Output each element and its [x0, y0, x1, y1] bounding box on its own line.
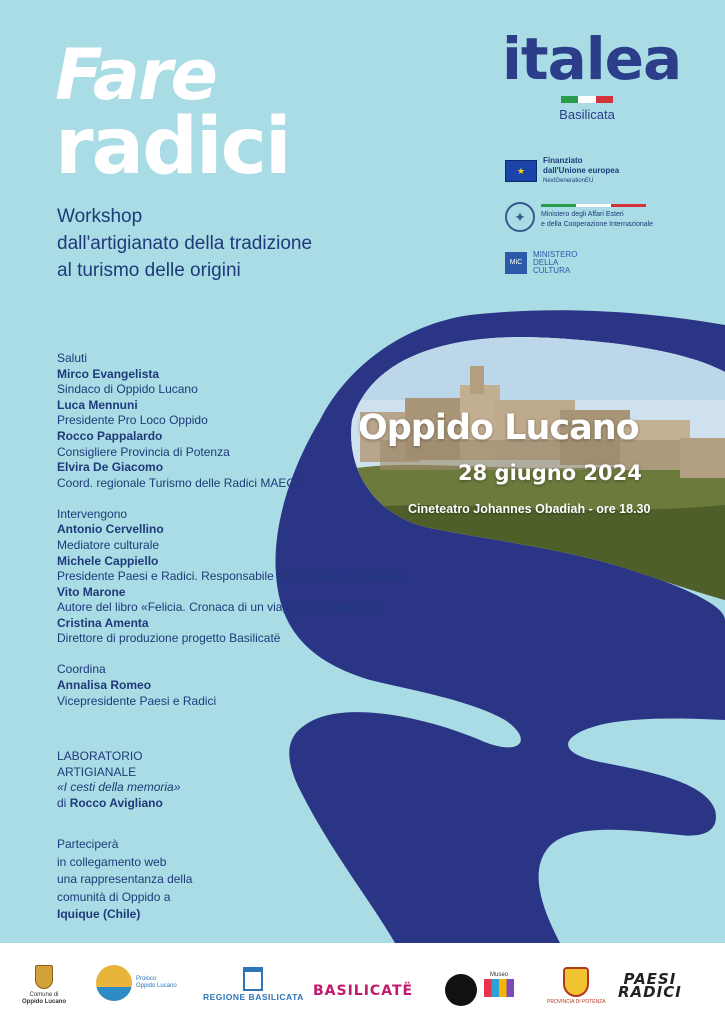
speaker-name: Antonio Cervellino	[57, 522, 164, 537]
subtitle-line: Workshop	[57, 206, 143, 227]
speaker-role: Coord. regionale Turismo delle Radici MAECI	[57, 475, 299, 490]
event-date: 28 giugno 2024	[458, 461, 642, 485]
speaker-role: Vicepresidente Paesi e Radici	[57, 693, 217, 708]
maeci-line2: e della Cooperazione Internazionale	[541, 221, 654, 228]
regione-text: REGIONE BASILICATA	[203, 992, 304, 1002]
lab-title: «I cesti della memoria»	[57, 780, 181, 795]
provincia-text: PROVINCIA DI POTENZA	[547, 999, 606, 1005]
mic-logo-icon: MiC	[505, 252, 527, 274]
maeci-line1: Ministero degli Affari Esteri	[541, 211, 624, 218]
radici-text: RADICI	[618, 983, 682, 1001]
event-venue: Cineteatro Johannes Obadiah - ore 18.30	[408, 502, 651, 516]
intervengono-label: Intervengono	[57, 506, 128, 521]
speaker-role: Presidente Pro Loco Oppido	[57, 413, 208, 428]
theatre-logo	[445, 974, 477, 1006]
lab-line1: LABORATORIO	[57, 749, 143, 763]
footer-logos	[0, 943, 725, 1024]
paesi-text: PAESI	[623, 970, 677, 988]
laboratorio	[57, 749, 180, 811]
speaker-name: Michele Cappiello	[57, 553, 159, 568]
proloco-logo	[96, 965, 177, 1001]
coordina-group	[57, 662, 417, 709]
speaker-name: Rocco Pappalardo	[57, 428, 163, 443]
saluti-group	[57, 351, 417, 491]
speaker-role: Sindaco di Oppido Lucano	[57, 382, 198, 397]
eu-line1: Finanziato	[543, 156, 583, 165]
comune-l2: Oppido Lucano	[22, 999, 66, 1005]
regione-mark-icon	[243, 967, 263, 991]
event-city: Oppido Lucano	[358, 408, 639, 448]
saluti-label: Saluti	[57, 351, 88, 365]
comune-crest-icon	[35, 965, 53, 989]
lab-by-prefix: di	[57, 795, 67, 810]
speaker-name: Elvira De Giacomo	[57, 460, 164, 475]
program	[57, 351, 417, 725]
speaker-role: Autore del libro «Felicia. Cronaca di un viaggio straordinario»	[57, 600, 382, 615]
eu-flag-icon: ★	[505, 160, 537, 182]
italian-flag-line	[541, 204, 646, 207]
coordina-label: Coordina	[57, 662, 106, 677]
comune-l1: Comune di	[29, 992, 59, 998]
paesi-radici-logo	[618, 970, 682, 1001]
eu-line3: NextGenerationEU	[543, 178, 594, 184]
maeci-logo	[505, 202, 653, 232]
museo-logo	[484, 972, 514, 997]
brand-region: Basilicata	[559, 107, 615, 122]
cultura-line3: CULTURA	[533, 266, 571, 275]
speaker-name: Cristina Amenta	[57, 615, 149, 630]
subtitle	[57, 203, 312, 284]
lab-line2: ARTIGIANALE	[57, 764, 137, 779]
title-line2: radici	[55, 102, 290, 192]
proloco-l2: Oppido Lucano	[136, 983, 177, 989]
proloco-wolf-icon	[96, 965, 132, 1001]
speaker-role: Consigliere Provincia di Potenza	[57, 444, 230, 459]
basilicate-logo	[313, 983, 414, 999]
title-line1: Fare	[55, 34, 217, 116]
speaker-name: Annalisa Romeo	[57, 678, 152, 693]
partecip-line: comunità di Oppido a	[57, 889, 171, 904]
speaker-role: Direttore di produzione progetto Basilicatë	[57, 631, 281, 646]
partecipera	[57, 836, 192, 924]
italea-logo: italea	[502, 25, 682, 93]
speaker-name: Mirco Evangelista	[57, 366, 160, 381]
eu-line2: dall'Unione europea	[543, 166, 620, 175]
subtitle-line: dall'artigianato della tradizione	[57, 233, 313, 254]
cultura-line1: MINISTERO	[533, 250, 578, 259]
theatre-circle-icon	[445, 974, 477, 1006]
speaker-name: Vito Marone	[57, 584, 126, 599]
regione-logo	[203, 967, 304, 1001]
intervengono-group	[57, 507, 417, 647]
museo-mark-icon	[484, 979, 514, 997]
speaker-name: Luca Mennuni	[57, 397, 138, 412]
proloco-l1: Proloco	[136, 976, 157, 982]
partecip-line: Parteciperà	[57, 837, 119, 851]
eu-funding-logo	[505, 156, 619, 186]
basilicate-text: BASILICATË	[313, 983, 414, 999]
cultura-line2: DELLA	[533, 258, 559, 267]
italea-brand	[502, 25, 682, 122]
subtitle-line: al turismo delle origini	[57, 260, 241, 281]
partecip-place: Iquique (Chile)	[57, 907, 141, 921]
partecip-line: una rappresentanza della	[57, 872, 193, 886]
cultura-logo	[505, 251, 577, 275]
speaker-role: Mediatore culturale	[57, 537, 160, 552]
lab-by-name: Rocco Avigliano	[69, 795, 163, 810]
italian-flag-icon	[561, 96, 613, 103]
speaker-role: Presidente Paesi e Radici. Responsabile gruppo Italea Basilicata	[57, 569, 402, 584]
republic-seal-icon: ✦	[505, 202, 535, 232]
provincia-logo	[547, 967, 606, 1006]
partecip-line: in collegamento web	[57, 854, 167, 869]
museo-text: Museo	[489, 972, 508, 978]
comune-logo	[22, 965, 66, 1006]
provincia-crest-icon	[563, 967, 589, 997]
